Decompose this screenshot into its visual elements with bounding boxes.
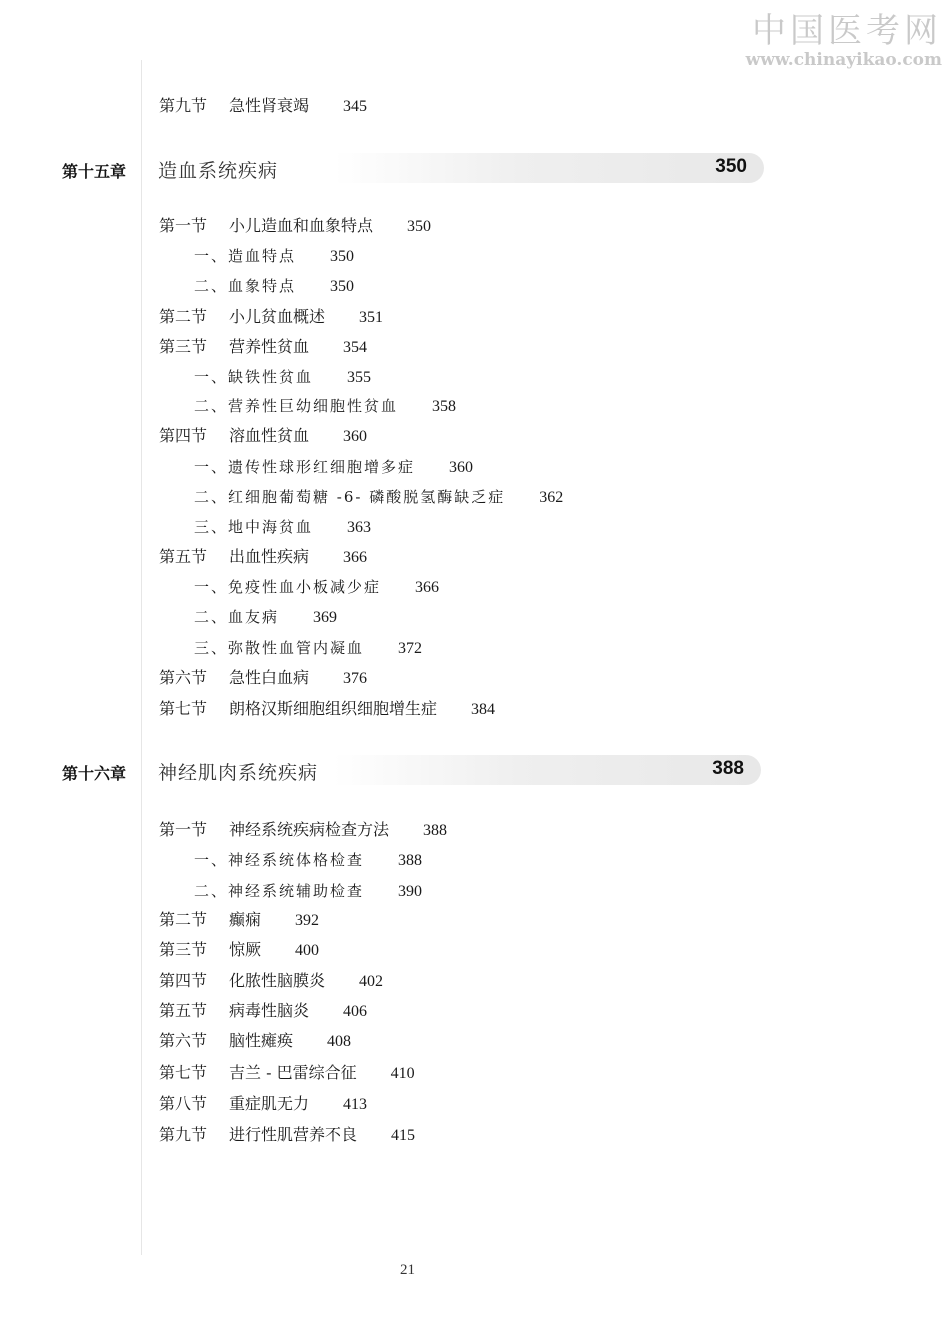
watermark [702,12,942,70]
page-ref: 350 [407,218,432,235]
toc-entry[interactable] [159,940,319,961]
chapter-label: 第十五章 [62,162,127,181]
section-title: 急性肾衰竭 [229,96,310,115]
page-ref: 369 [313,609,338,626]
page-ref: 360 [449,459,474,476]
page-ref: 406 [343,1003,368,1020]
toc-entry-top[interactable] [159,96,367,117]
section-title: 癫痫 [229,910,262,929]
section-label: 第七节 [159,699,208,718]
toc-subentry[interactable] [194,246,354,267]
section-title: 进行性肌营养不良 [229,1125,358,1144]
toc-entry[interactable] [159,910,319,931]
page-ref: 351 [359,309,384,326]
page-ref: 362 [539,489,564,506]
section-label: 第九节 [159,1125,208,1144]
watermark-chinese: 中国医考网 [752,11,942,51]
section-label: 第六节 [159,668,208,687]
toc-entry[interactable] [159,1063,415,1084]
toc-entry[interactable] [159,971,383,992]
chapter-title: 造血系统疾病 [158,160,279,182]
section-title: 脑性瘫痪 [229,1031,294,1050]
page-ref: 410 [390,1065,415,1082]
subsection-title: 一、造血特点 [194,247,297,265]
page-ref: 392 [295,912,320,929]
page-ref: 345 [343,98,368,115]
section-title: 惊厥 [229,940,262,959]
toc-entry[interactable] [159,426,367,447]
subsection-title: 二、血象特点 [194,277,297,295]
left-gutter-line [141,60,142,1255]
section-label: 第一节 [159,820,208,839]
subsection-title: 一、神经系统体格检查 [194,851,365,869]
page-ref: 366 [343,549,368,566]
section-title: 重症肌无力 [229,1094,310,1113]
section-label: 第九节 [159,96,208,115]
subsection-title: 二、神经系统辅助检查 [194,882,365,900]
section-label: 第二节 [159,910,208,929]
toc-entry[interactable] [159,216,431,237]
page-ref: 408 [327,1033,352,1050]
section-label: 第五节 [159,547,208,566]
page-ref: 388 [423,822,448,839]
subsection-title: 二、红细胞葡萄糖 -6- 磷酸脱氢酶缺乏症 [194,488,506,506]
toc-subentry[interactable] [194,638,422,659]
toc-subentry[interactable] [194,487,563,508]
page-ref: 360 [343,428,368,445]
section-label: 第八节 [159,1094,208,1113]
page-ref: 372 [398,640,423,657]
subsection-title: 一、缺铁性贫血 [194,368,314,386]
toc-entry[interactable] [159,1125,415,1146]
page-ref: 350 [330,278,355,295]
subsection-title: 三、地中海贫血 [194,518,314,536]
chapter-page: 350 [715,156,747,177]
section-label: 第三节 [159,940,208,959]
toc-subentry[interactable] [194,367,371,388]
chapter-header-16[interactable] [0,755,950,789]
page-ref: 415 [391,1127,416,1144]
section-label: 第七节 [159,1063,208,1082]
page-ref: 350 [330,248,355,265]
toc-subentry[interactable] [194,607,337,628]
subsection-title: 一、免疫性血小板减少症 [194,578,382,596]
section-title: 吉兰 - 巴雷综合征 [229,1063,357,1082]
toc-entry[interactable] [159,1001,367,1022]
section-title: 小儿造血和血象特点 [229,216,374,235]
section-title: 营养性贫血 [229,337,310,356]
subsection-title: 一、遗传性球形红细胞增多症 [194,458,416,476]
page-ref: 390 [398,883,423,900]
section-title: 神经系统疾病检查方法 [229,820,390,839]
section-title: 急性白血病 [229,668,310,687]
page-ref: 363 [347,519,372,536]
section-title: 病毒性脑炎 [229,1001,310,1020]
toc-subentry[interactable] [194,577,439,598]
page-ref: 413 [343,1096,368,1113]
section-title: 小儿贫血概述 [229,307,326,326]
subsection-title: 二、营养性巨幼细胞性贫血 [194,397,399,415]
page-ref: 400 [295,942,320,959]
toc-entry[interactable] [159,307,383,328]
section-title: 出血性疾病 [229,547,310,566]
toc-subentry[interactable] [194,850,422,871]
page-ref: 376 [343,670,368,687]
page-ref: 358 [432,398,457,415]
page-ref: 402 [359,973,384,990]
section-label: 第三节 [159,337,208,356]
toc-subentry[interactable] [194,276,354,297]
toc-entry[interactable] [159,1094,367,1115]
toc-subentry[interactable] [194,517,371,538]
page-ref: 366 [415,579,440,596]
chapter-label: 第十六章 [62,764,127,783]
chapter-page: 388 [712,758,744,779]
toc-subentry[interactable] [194,396,456,417]
toc-entry[interactable] [159,547,367,568]
chapter-title: 神经肌肉系统疾病 [158,762,319,784]
toc-entry[interactable] [159,820,447,841]
page-number: 21 [400,1262,415,1278]
section-label: 第四节 [159,426,208,445]
section-label: 第六节 [159,1031,208,1050]
toc-entry[interactable] [159,1031,351,1052]
section-label: 第四节 [159,971,208,990]
subsection-title: 二、血友病 [194,608,280,626]
section-title: 朗格汉斯细胞组织细胞增生症 [229,699,438,718]
watermark-url: www.chinayikao.com [745,50,942,70]
page-ref: 354 [343,339,368,356]
subsection-title: 三、弥散性血管内凝血 [194,639,365,657]
section-label: 第二节 [159,307,208,326]
page-ref: 388 [398,852,423,869]
section-label: 第一节 [159,216,208,235]
toc-entry[interactable] [159,337,367,358]
toc-entry[interactable] [159,668,367,689]
toc-entry[interactable] [159,699,495,720]
toc-subentry[interactable] [194,457,473,478]
page-ref: 384 [471,701,496,718]
section-title: 化脓性脑膜炎 [229,971,326,990]
toc-subentry[interactable] [194,881,422,902]
page-ref: 355 [347,369,372,386]
section-label: 第五节 [159,1001,208,1020]
chapter-header-15[interactable] [0,153,950,187]
section-title: 溶血性贫血 [229,426,310,445]
